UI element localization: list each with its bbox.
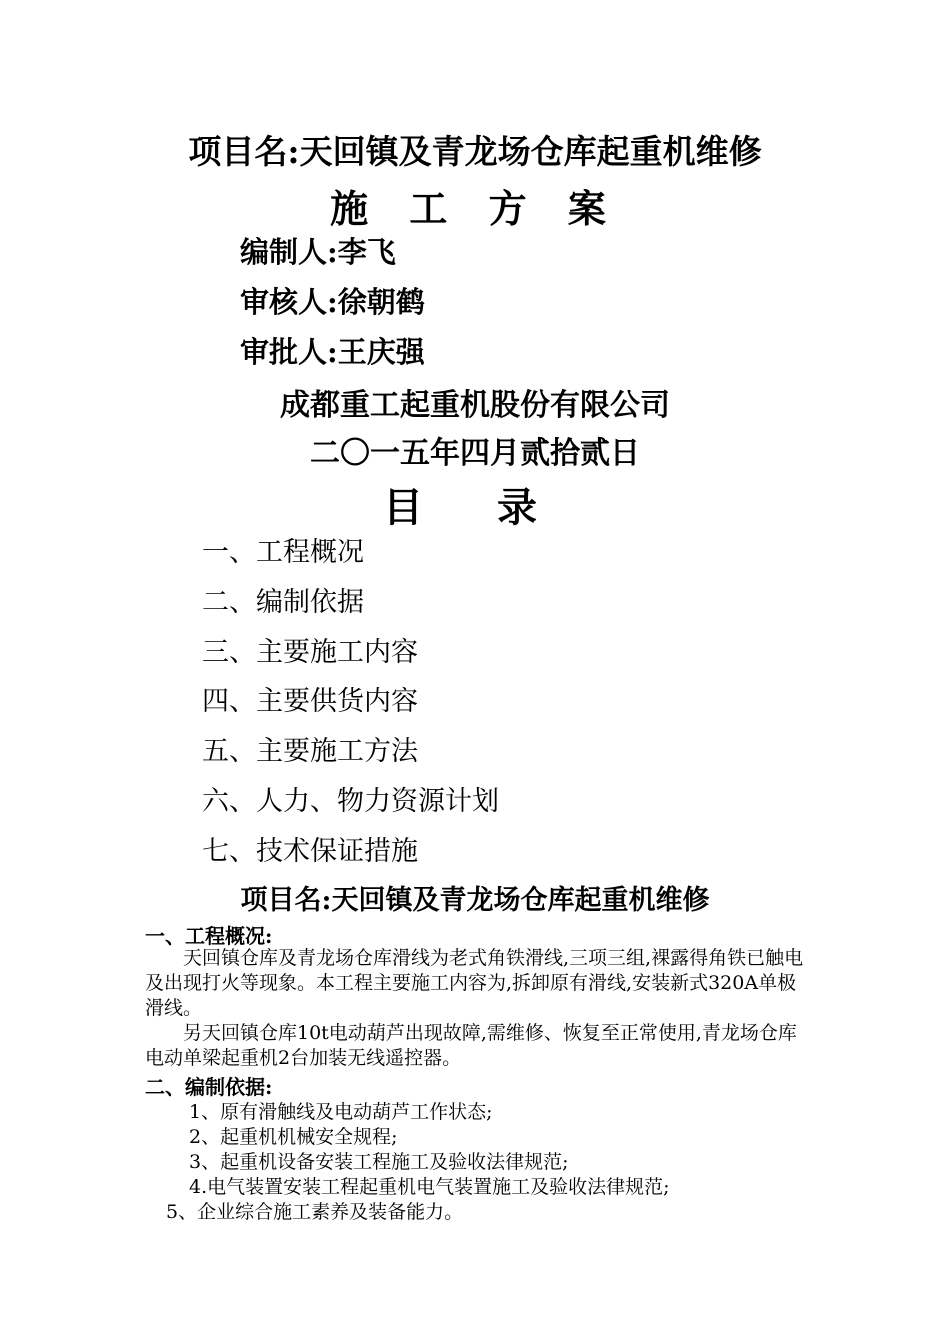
toc-item: 三、主要施工内容	[202, 637, 418, 668]
body-project-title: 项目名:天回镇及青龙场仓库起重机维修	[240, 885, 710, 916]
basis-item: 2、起重机机械安全规程;	[189, 1126, 398, 1148]
section1-paragraph: 天回镇仓库及青龙场仓库滑线为老式角铁滑线,三项三组,裸露得角铁已触电及出现打火等现象。本工程主要施工内容为,拆卸原有滑线,安装新式320A单极滑线。	[145, 947, 804, 1019]
toc-item: 二、编制依据	[202, 587, 364, 618]
company-name: 成都重工起重机股份有限公司	[280, 388, 670, 423]
approver-line: 审批人:王庆强	[240, 335, 425, 369]
basis-item: 4.电气装置安装工程起重机电气装置施工及验收法律规范;	[189, 1176, 670, 1198]
document-date: 二〇一五年四月贰拾贰日	[310, 436, 640, 471]
section1-paragraph: 另天回镇仓库10t电动葫芦出现故障,需维修、恢复至正常使用,青龙场仓库电动单梁起重机2台加装无线遥控器。	[145, 1022, 797, 1069]
toc-item: 四、主要供货内容	[202, 686, 418, 717]
toc-item: 六、人力、物力资源计划	[202, 786, 499, 817]
toc-title: 目 录	[383, 484, 567, 531]
section-heading: 二、编制依据:	[145, 1075, 273, 1099]
basis-item: 3、起重机设备安装工程施工及验收法律规范;	[189, 1151, 569, 1173]
basis-item: 5、企业综合施工素养及装备能力。	[166, 1201, 464, 1223]
section-heading: 一、工程概况:	[145, 924, 273, 948]
toc-item: 七、技术保证措施	[202, 836, 418, 867]
basis-item: 1、原有滑触线及电动葫芦工作状态;	[189, 1101, 493, 1123]
cover-doc-title: 施 工 方 案	[330, 186, 620, 231]
toc-item: 五、主要施工方法	[202, 736, 418, 767]
reviewer-line: 审核人:徐朝鹤	[240, 285, 425, 319]
compiler-line: 编制人:李飞	[240, 235, 396, 269]
cover-project-title: 项目名:天回镇及青龙场仓库起重机维修	[188, 132, 762, 171]
toc-item: 一、工程概况	[202, 537, 364, 568]
